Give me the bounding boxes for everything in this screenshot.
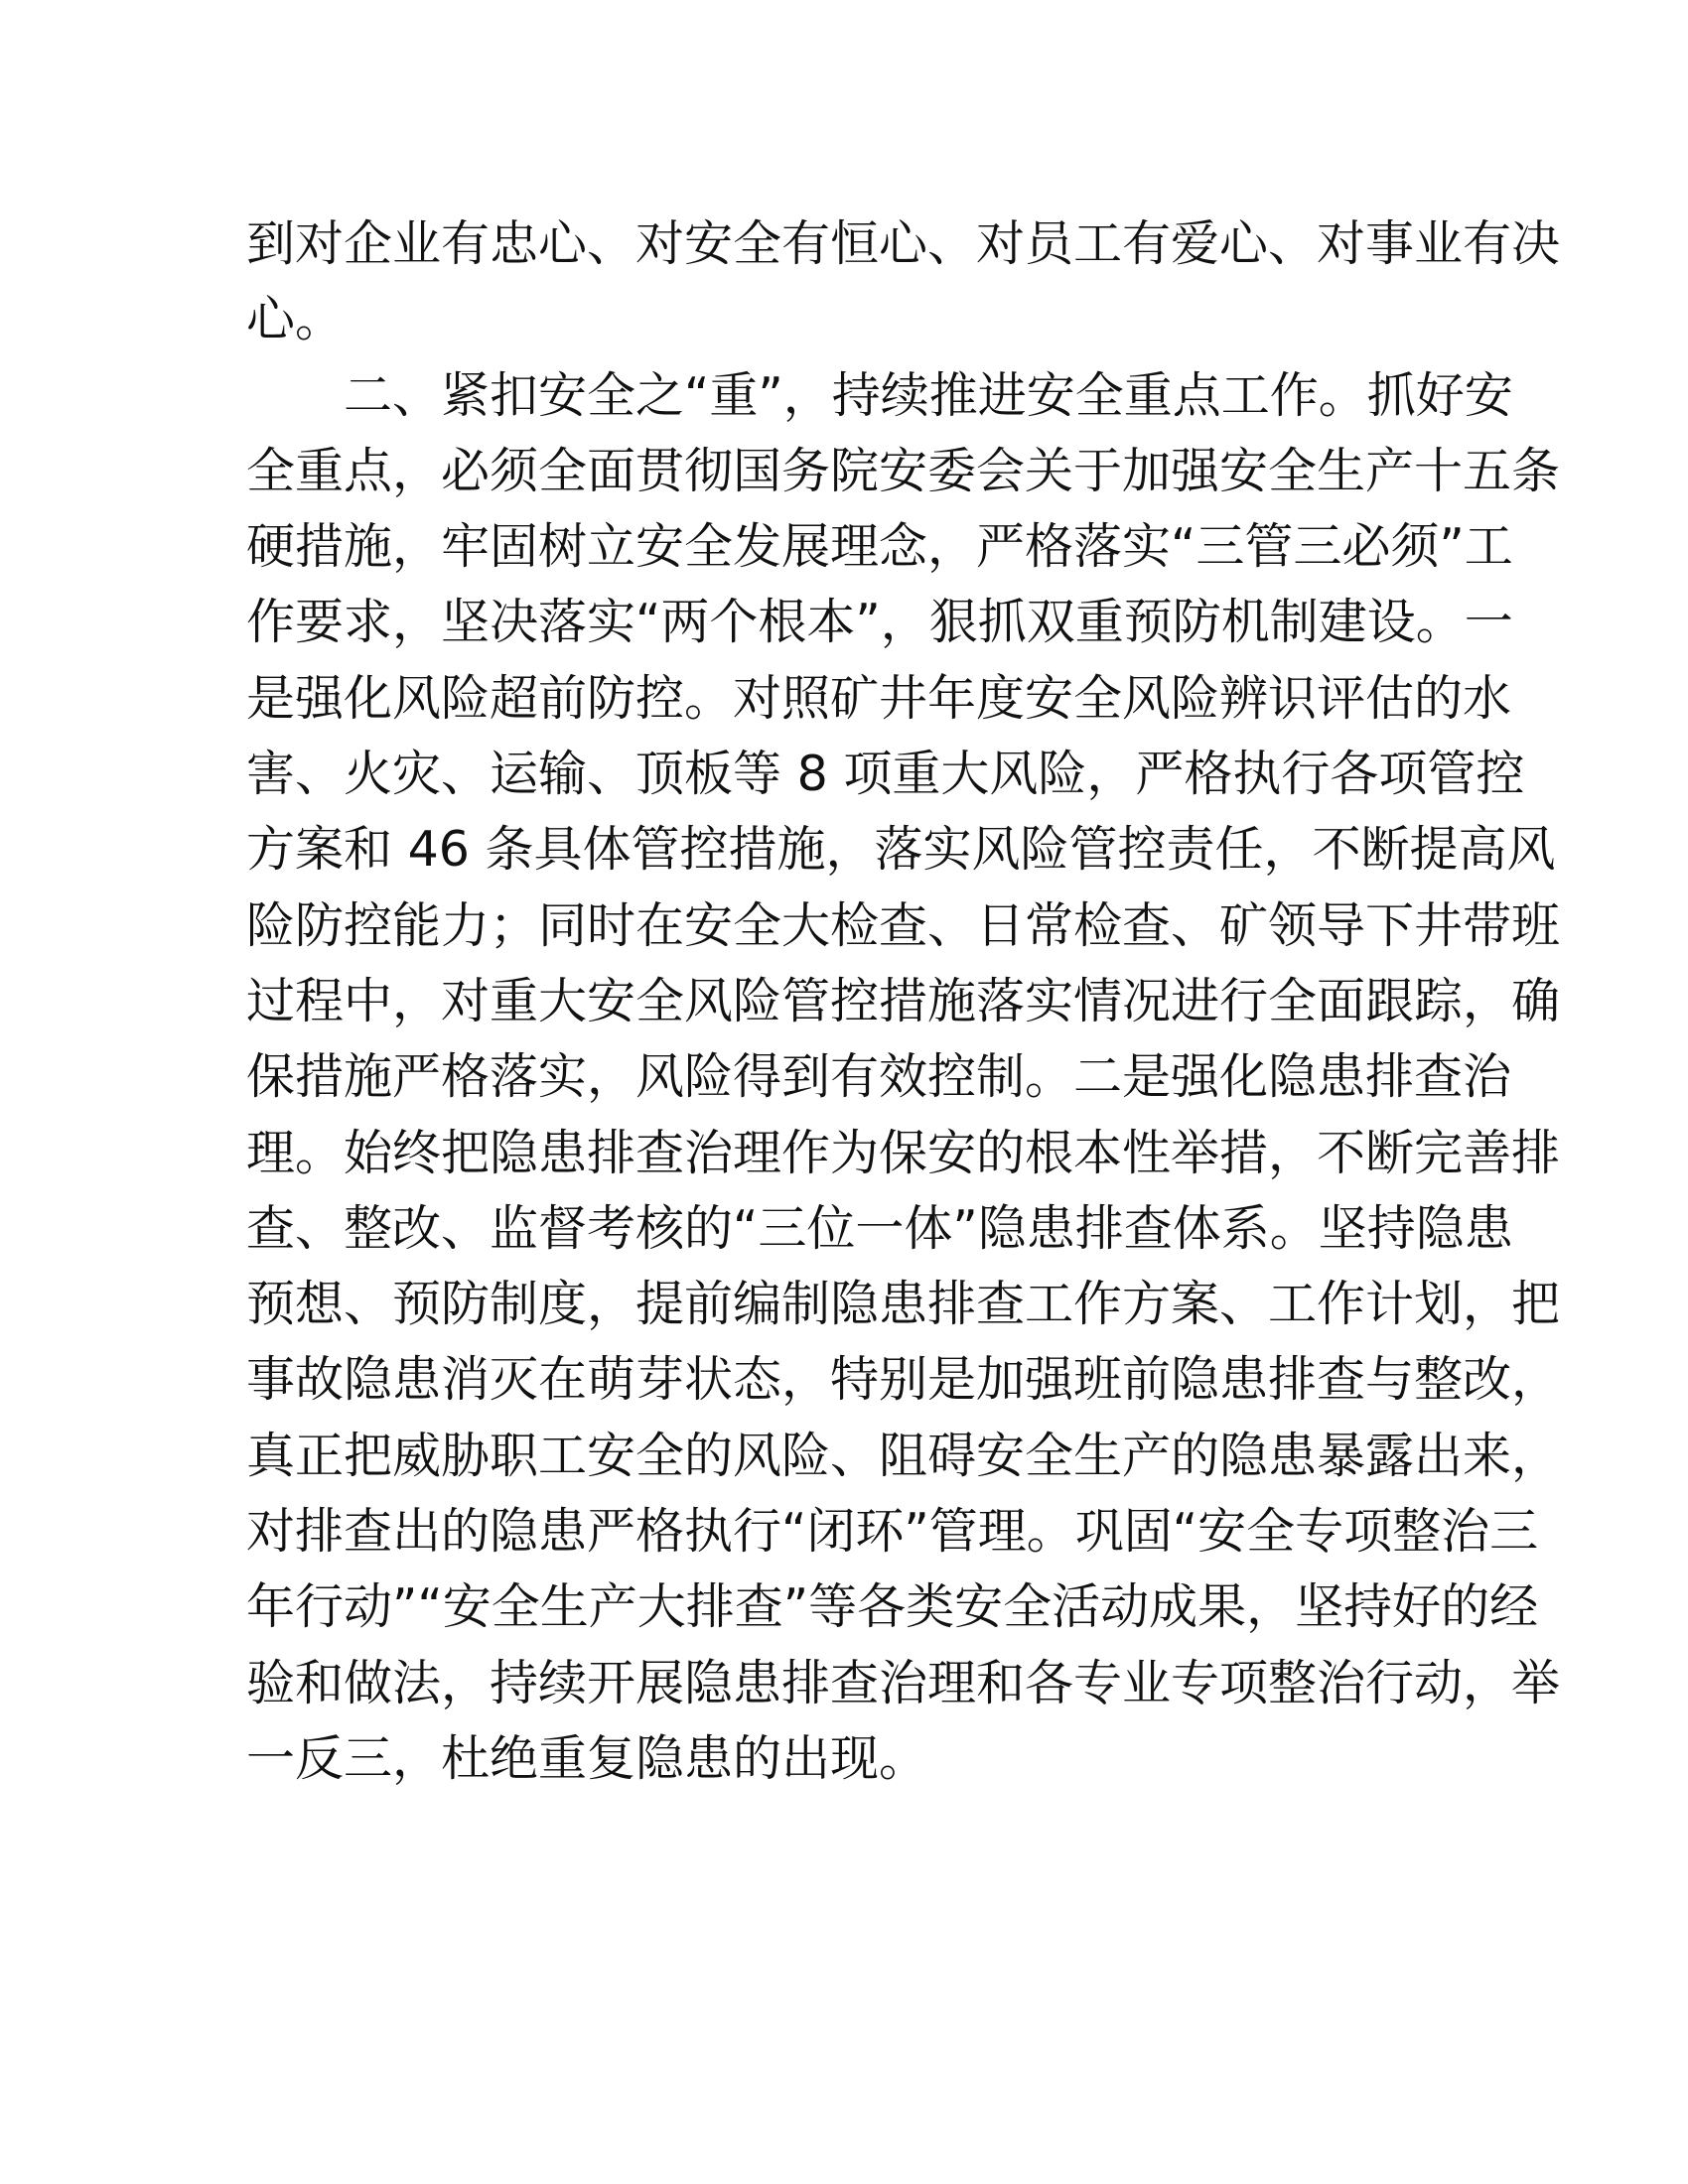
text-line: 验和做法，持续开展隐患排查治理和各专业专项整治行动，举	[246, 1654, 1561, 1711]
text-line: 险防控能力；同时在安全大检查、日常检查、矿领导下井带班	[246, 896, 1561, 954]
text-line: 事故隐患消灭在萌芽状态，特别是加强班前隐患排查与整改，	[246, 1351, 1561, 1409]
text-line: 全重点，必须全面贯彻国务院安委会关于加强安全生产十五条	[246, 442, 1561, 499]
text-line: 保措施严格落实，风险得到有效控制。二是强化隐患排查治	[246, 1048, 1512, 1106]
text-line: 年行动”“安全生产大排查”等各类安全活动成果，坚持好的经	[246, 1578, 1539, 1636]
paragraph-commitment	[246, 206, 1561, 358]
document-body	[246, 206, 1561, 1797]
section-heading-line: 二、紧扣安全之“重”，持续推进安全重点工作。抓好安	[246, 366, 1513, 424]
text-line: 一反三，杜绝重复隐患的出现。	[246, 1729, 928, 1787]
text-line: 预想、预防制度，提前编制隐患排查工作方案、工作计划，把	[246, 1276, 1561, 1333]
text-line: 作要求，坚决落实“两个根本”，狠抓双重预防机制建设。一	[246, 594, 1513, 651]
paragraph-section-two	[246, 358, 1561, 1798]
text-line: 硬措施，牢固树立安全发展理念，严格落实“三管三必须”工	[246, 518, 1513, 576]
text-line: 过程中，对重大安全风险管控措施落实情况进行全面跟踪，确	[246, 972, 1561, 1029]
text-line: 真正把威胁职工安全的风险、阻碍安全生产的隐患暴露出来，	[246, 1427, 1561, 1484]
text-line: 是强化风险超前防控。对照矿井年度安全风险辨识评估的水	[246, 669, 1512, 727]
text-line: 查、整改、监督考核的“三位一体”隐患排查体系。坚持隐患	[246, 1199, 1513, 1257]
text-line: 对排查出的隐患严格执行“闭环”管理。巩固“安全专项整治三	[246, 1503, 1539, 1561]
text-line: 到对企业有忠心、对安全有恒心、对员工有爱心、对事业有决	[246, 215, 1561, 272]
text-line: 害、火灾、运输、顶板等 8 项重大风险，严格执行各项管控	[246, 746, 1525, 803]
text-line: 心。	[246, 291, 345, 348]
text-line: 方案和 46 条具体管控措施，落实风险管控责任，不断提高风	[246, 821, 1556, 879]
text-line: 理。始终把隐患排查治理作为保安的根本性举措，不断完善排	[246, 1124, 1561, 1181]
